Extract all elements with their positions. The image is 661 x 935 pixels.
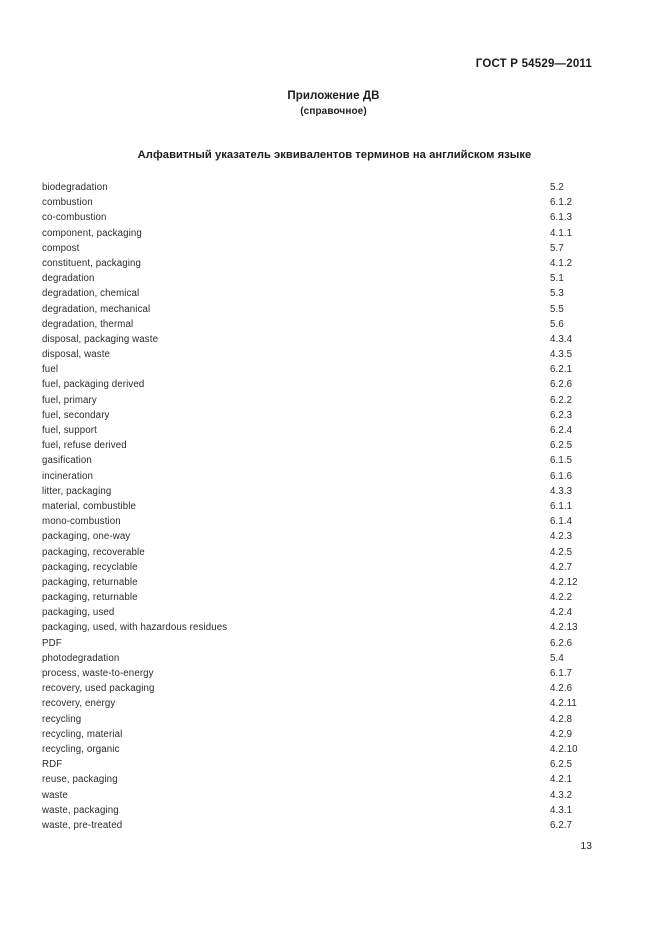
index-entry-clause: 6.1.2 [550,197,573,209]
index-entry-row [42,514,602,529]
index-entry-row [42,377,602,392]
index-entry-clause: 5.1 [550,273,564,285]
index-entry-term: process, waste-to-energy [42,668,154,679]
index-entry-term: biodegradation [42,182,108,193]
index-entry-row [42,605,602,620]
index-entry-row [42,393,602,408]
index-entry-row [42,803,602,818]
index-entry-term: photodegradation [42,652,120,664]
index-entry-clause: 4.3.3 [550,485,573,497]
index-entry-row [42,302,602,317]
index-entry-clause: 5.6 [550,318,564,330]
index-entry-clause: 4.1.1 [550,227,573,239]
index-entry-row [42,818,602,833]
index-entry-term: waste, packaging [42,804,119,816]
index-entry-clause: 6.1.6 [550,470,573,482]
index-entry-term: recycling, organic [42,743,120,755]
index-entry-term: disposal, packaging waste [42,333,159,345]
index-entry-clause: 6.2.4 [550,425,573,436]
index-entry-clause: 6.1.7 [550,668,573,679]
index-entry-term: incineration [42,470,93,482]
index-entry-term: disposal, waste [42,349,111,361]
index-entry-clause: 5.2 [550,182,564,193]
index-entry-term: co-combustion [42,212,107,224]
index-entry-row [42,590,602,605]
index-entry-term: degradation, mechanical [42,303,151,315]
page-number: 13 [580,840,592,852]
index-entry-term: fuel, support [42,425,97,436]
index-entry-row [42,757,602,772]
index-entry-row [42,636,602,651]
index-entry-row [42,651,602,666]
index-entry-row [42,484,602,499]
index-entry-row [42,575,602,590]
index-entry-clause: 4.2.6 [550,683,573,695]
index-entry-term: fuel, refuse derived [42,440,127,452]
index-entry-row [42,195,602,210]
index-entry-row [42,453,602,468]
index-entry-row [42,286,602,301]
index-entry-term: recycling [42,713,82,725]
index-entry-clause: 5.5 [550,303,564,315]
index-entry-term: RDF [42,759,63,771]
index-entry-row [42,545,602,560]
index-entry-clause: 4.3.1 [550,804,573,816]
index-entry-clause: 5.7 [550,242,564,254]
index-entry-clause: 6.2.6 [550,637,573,649]
index-entry-clause: 6.1.3 [550,212,573,224]
index-entry-term: packaging, one-way [42,531,131,543]
annex-heading-block [0,89,661,119]
index-entry-term: material, combustible [42,500,137,512]
index-entry-row [42,438,602,453]
index-entry-row [42,499,602,514]
index-entry-row [42,210,602,225]
index-entry-term: degradation, thermal [42,318,134,330]
index-entry-clause: 4.2.7 [550,561,573,573]
index-entry-row [42,666,602,681]
index-entry-row [42,620,602,635]
index-entry-clause: 6.2.7 [550,819,573,831]
index-entry-row [42,772,602,787]
index-entry-clause: 4.3.2 [550,789,573,801]
index-entry-row [42,408,602,423]
index-entry-clause: 6.1.1 [550,500,573,512]
index-entry-clause: 6.2.5 [550,440,573,452]
index-entry-row [42,727,602,742]
index-entry-row [42,788,602,803]
index-entry-clause: 6.2.6 [550,379,573,391]
index-entry-term: recovery, energy [42,698,116,710]
index-entry-clause: 4.3.5 [550,349,573,361]
index-entry-clause: 4.2.3 [550,531,573,543]
index-entry-clause: 6.1.5 [550,455,573,467]
index-entry-term: fuel, packaging derived [42,379,145,391]
index-entry-term: degradation, chemical [42,288,140,300]
index-entry-term: recycling, material [42,728,123,740]
index-entry-clause: 4.3.4 [550,333,573,345]
index-entry-clause: 6.1.4 [550,516,573,528]
index-entry-term: compost [42,242,80,254]
index-entry-row [42,681,602,696]
index-entry-clause: 4.2.11 [550,698,577,710]
index-entry-row [42,529,602,544]
index-entry-row [42,696,602,711]
index-entry-term: packaging, used [42,607,115,619]
index-entry-clause: 4.2.8 [550,713,573,725]
index-entry-term: packaging, returnable [42,592,138,604]
index-entry-term: packaging, returnable [42,576,138,588]
index-entry-clause: 4.2.5 [550,546,573,558]
index-entry-clause: 4.2.4 [550,607,573,619]
index-entry-row [42,560,602,575]
index-entry-term: fuel, secondary [42,409,110,421]
index-entry-clause: 5.4 [550,652,564,664]
index-entry-term: combustion [42,197,93,209]
index-entry-term: fuel, primary [42,394,97,406]
index-entry-term: recovery, used packaging [42,683,155,695]
index-entry-row [42,241,602,256]
index-entry-clause: 4.2.2 [550,592,573,604]
standard-designation-header: ГОСТ Р 54529—2011 [475,58,592,70]
index-entry-term: waste, pre-treated [42,819,123,831]
index-entry-row [42,180,602,195]
index-entry-clause: 4.2.1 [550,774,573,786]
index-entry-row [42,742,602,757]
index-entry-term: gasification [42,455,92,467]
index-entry-term: packaging, recoverable [42,546,145,558]
index-entry-term: reuse, packaging [42,774,118,786]
index-entry-term: constituent, packaging [42,257,142,269]
index-entry-term: degradation [42,273,95,285]
index-entry-clause: 6.2.2 [550,394,573,406]
index-entry-row [42,317,602,332]
index-entry-clause: 4.1.2 [550,257,573,269]
alphabetical-index-list [42,180,602,833]
index-entry-row [42,332,602,347]
annex-subtitle: (справочное) [300,106,367,117]
index-entry-clause: 4.2.13 [550,622,578,634]
index-entry-term: packaging, used, with hazardous residues [42,622,228,634]
index-entry-term: mono-combustion [42,516,121,528]
index-entry-row [42,347,602,362]
index-entry-clause: 5.3 [550,288,564,300]
index-entry-row [42,423,602,438]
index-entry-row [42,256,602,271]
index-entry-term: component, packaging [42,227,142,239]
index-entry-row [42,271,602,286]
index-entry-row [42,362,602,377]
index-entry-term: PDF [42,637,62,649]
index-entry-term: litter, packaging [42,485,112,497]
page-title: Алфавитный указатель эквивалентов терминов на английском языке [137,149,532,161]
index-entry-row [42,226,602,241]
index-entry-term: packaging, recyclable [42,561,138,573]
index-entry-row [42,712,602,727]
index-entry-clause: 6.2.1 [550,364,573,376]
index-entry-clause: 4.2.12 [550,576,578,588]
index-entry-clause: 6.2.3 [550,409,573,421]
index-entry-term: waste [42,789,68,801]
index-entry-row [42,469,602,484]
index-entry-clause: 6.2.5 [550,759,573,771]
annex-title: Приложение ДВ [287,90,380,102]
index-entry-clause: 4.2.10 [550,743,578,755]
index-entry-clause: 4.2.9 [550,728,573,740]
index-entry-term: fuel [42,364,59,376]
